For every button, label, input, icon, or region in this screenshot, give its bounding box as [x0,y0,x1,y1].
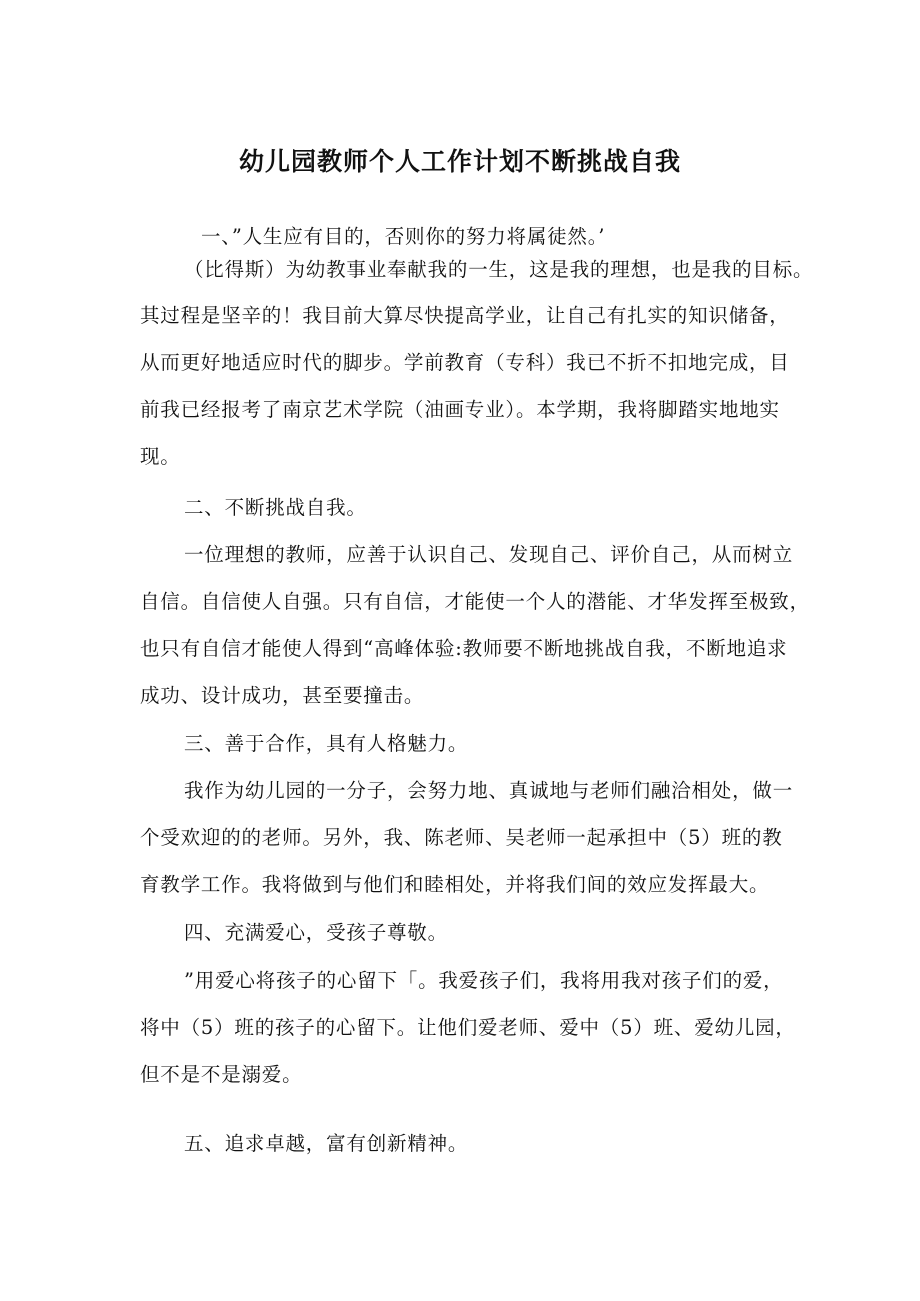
document-title: 幼儿园教师个人工作计划不断挑战自我 [238,147,681,176]
paragraph-line: 一位理想的教师，应善于认识自己、发现自己、评价自己，从而树立 [184,543,794,566]
section-heading: 三、善于合作，具有人格魅力。 [184,732,469,755]
paragraph-line: ”用爱心将孩子的心留下「。我爱孩子们，我将用我对孩子们的爱， [184,969,784,992]
section-heading: 四、充满爱心，受孩子尊敬。 [184,921,448,944]
paragraph-line: 前我已经报考了南京艺术学院（油画专业）。本学期，我将脚踏实地地实 [140,398,780,421]
paragraph-line: 自信。自信使人自强。只有自信，才能使一个人的潜能、才华发挥至极致， [140,590,810,613]
section-heading: 二、不断挑战自我。 [184,496,367,519]
paragraph-line: 其过程是坚辛的！我目前大算尽快提高学业，让自己有扎实的知识储备， [140,304,790,327]
paragraph-line: 现。 [140,445,181,468]
paragraph-line: 育教学工作。我将做到与他们和睦相处，并将我们间的效应发挥最大。 [140,873,770,896]
section-1-quote: 一、”人生应有目的，否则你的努力将属徒然。’ [201,225,606,248]
paragraph-line: 我作为幼儿园的一分子，会努力地、真诚地与老师们融洽相处，做一 [184,779,794,802]
paragraph-line: （比得斯）为幼教事业奉献我的一生，这是我的理想，也是我的目标。 [184,258,814,281]
paragraph-line: 个受欢迎的的老师。另外，我、陈老师、吴老师一起承担中（5）班的教 [140,826,783,849]
paragraph-line: 但不是不是溺爱。 [140,1063,303,1086]
paragraph-line: 从而更好地适应时代的脚步。学前教育（专科）我已不折不扣地完成，目 [140,351,790,374]
paragraph-line: 将中（5）班的孩子的心留下。让他们爱老师、爱中（5）班、爱幼儿园， [140,1016,796,1039]
paragraph-line: 也只有自信才能使人得到“高峰体验:教师要不断地挑战自我，不断地追求 [140,637,788,660]
section-heading: 五、追求卓越，富有创新精神。 [184,1132,469,1155]
paragraph-line: 成功、设计成功，甚至要撞击。 [140,684,425,707]
